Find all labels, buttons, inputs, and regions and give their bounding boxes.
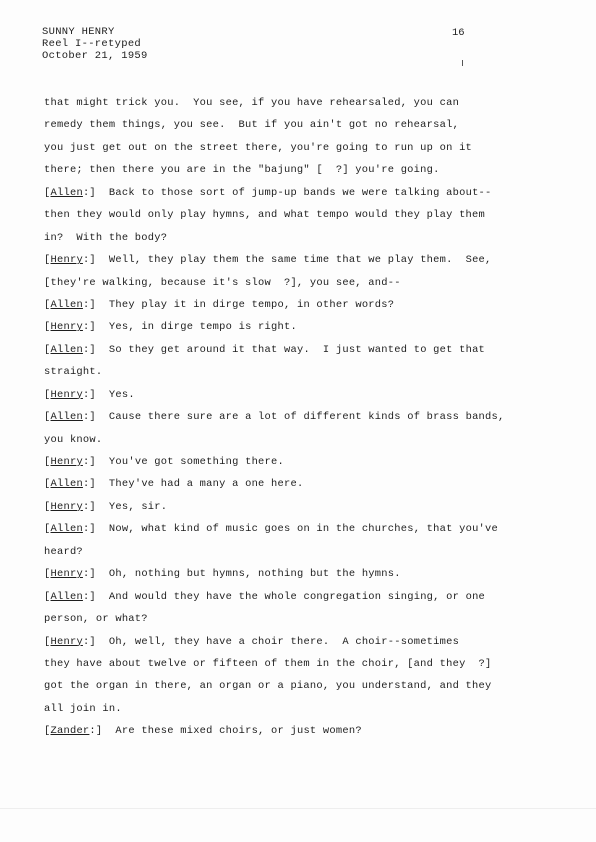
line-text: there; then there you are in the "bajung" [ ?] you're going. [44,164,440,177]
transcript-line: [Henry:] Oh, well, they have a choir there. A choir--sometimes [44,635,460,648]
line-text: you know. [44,433,103,446]
transcript-line: [Henry:] You've got something there. [44,456,284,468]
line-text: You've got something there. [108,456,284,468]
line-text: Cause there sure are a lot of different kinds of brass bands, [108,411,505,424]
line-text: They've had a many a one here. [108,478,304,491]
transcript-line [44,429,564,451]
line-text: Back to those sort of jump-up bands we were talking about-- [108,186,492,199]
speaker-label: Henry [50,500,83,513]
speaker-label: Henry [50,388,83,401]
speaker-label: Allen [50,343,83,356]
transcript-line [44,608,564,630]
speaker-label: Allen [50,478,83,491]
transcript-line [44,92,564,114]
transcript-line: [Allen:] They've had a many a one here. [44,478,304,491]
line-text: all join in. [44,702,122,715]
line-text: straight. [44,366,103,379]
line-text: Well, they play them the same time that we play them. See, [108,254,492,267]
line-text: in? With the body? [44,231,168,244]
line-text: person, or what? [44,613,148,626]
transcript-line: [Henry:] Yes, in dirge tempo is right. [44,321,297,334]
transcript-line [44,272,564,294]
line-text: heard? [44,545,83,558]
reel-label: Reel I--retyped [42,38,142,50]
line-text: So they get around it that way. I just wanted to get that [108,343,486,356]
transcript-line [44,541,564,563]
transcript-line: [Allen:] So they get around it that way. I just wanted to get that [44,343,486,356]
page-number: 16 [452,27,465,39]
line-text: then they would only play hymns, and what tempo would they play them [44,209,486,222]
transcript-line: [Allen:] And would they have the whole congregation singing, or one [44,590,486,603]
transcript-line: [Allen:] Now, what kind of music goes on in the churches, that you've [44,523,499,536]
document-header [42,26,148,62]
speaker-label: Henry [50,568,83,581]
transcript-line: [Allen:] They play it in dirge tempo, in other words? [44,298,395,311]
speaker-label: Allen [50,186,83,199]
speaker-label: Allen [50,298,83,311]
line-text: they have about twelve or fifteen of them in the choir, [and they ?] [44,657,492,670]
interviewee-name: SUNNY HENRY [42,26,115,38]
transcript-line: [Zander:] Are these mixed choirs, or just women? [44,725,362,738]
speaker-label: Allen [50,523,83,536]
transcript-line: [Allen:] Back to those sort of jump-up bands we were talking about-- [44,186,492,199]
transcript-line: [Henry:] Well, they play them the same time that we play them. See, [44,254,492,267]
transcript-line [44,361,564,383]
margin-mark [462,60,463,66]
transcript-line [44,653,564,675]
line-text: you just get out on the street there, you're going to run up on it [44,141,473,154]
transcript-line [44,698,564,720]
line-text: Yes, sir. [108,500,168,513]
line-text: Oh, nothing but hymns, nothing but the hymns. [108,568,401,581]
speaker-label: Henry [50,321,83,334]
transcript-line: [Henry:] Yes, sir. [44,500,168,513]
transcript-line [44,137,564,159]
speaker-label: Henry [50,635,83,648]
speaker-label: Zander [50,725,90,738]
line-text: And would they have the whole congregation singing, or one [108,590,486,603]
speaker-label: Allen [50,411,83,424]
line-text: [they're walking, because it's slow ?], you see, and-- [44,276,401,289]
line-text: Yes. [108,388,135,401]
page-bottom-edge [0,808,596,809]
transcript-line [44,227,564,249]
line-text: Yes, in dirge tempo is right. [108,321,297,334]
transcript-line [44,114,564,136]
speaker-label: Henry [50,254,83,267]
transcript-line [44,675,564,697]
transcript-body [44,92,564,743]
interview-date: October 21, 1959 [42,50,148,62]
transcript-line: [Allen:] Cause there sure are a lot of different kinds of brass bands, [44,411,505,424]
line-text: that might trick you. You see, if you have rehearsaled, you can [44,97,460,109]
line-text: got the organ in there, an organ or a piano, you understand, and they [44,680,492,693]
speaker-label: Henry [50,456,83,468]
line-text: Are these mixed choirs, or just women? [115,725,362,738]
transcript-line: [Henry:] Oh, nothing but hymns, nothing but the hymns. [44,568,401,581]
line-text: remedy them things, you see. But if you ain't got no rehearsal, [44,119,460,132]
transcript-line [44,159,564,181]
transcript-line [44,204,564,226]
line-text: Oh, well, they have a choir there. A choir--sometimes [108,635,460,648]
line-text: Now, what kind of music goes on in the churches, that you've [108,523,499,536]
line-text: They play it in dirge tempo, in other words? [108,298,395,311]
transcript-line: [Henry:] Yes. [44,388,135,401]
speaker-label: Allen [50,590,83,603]
